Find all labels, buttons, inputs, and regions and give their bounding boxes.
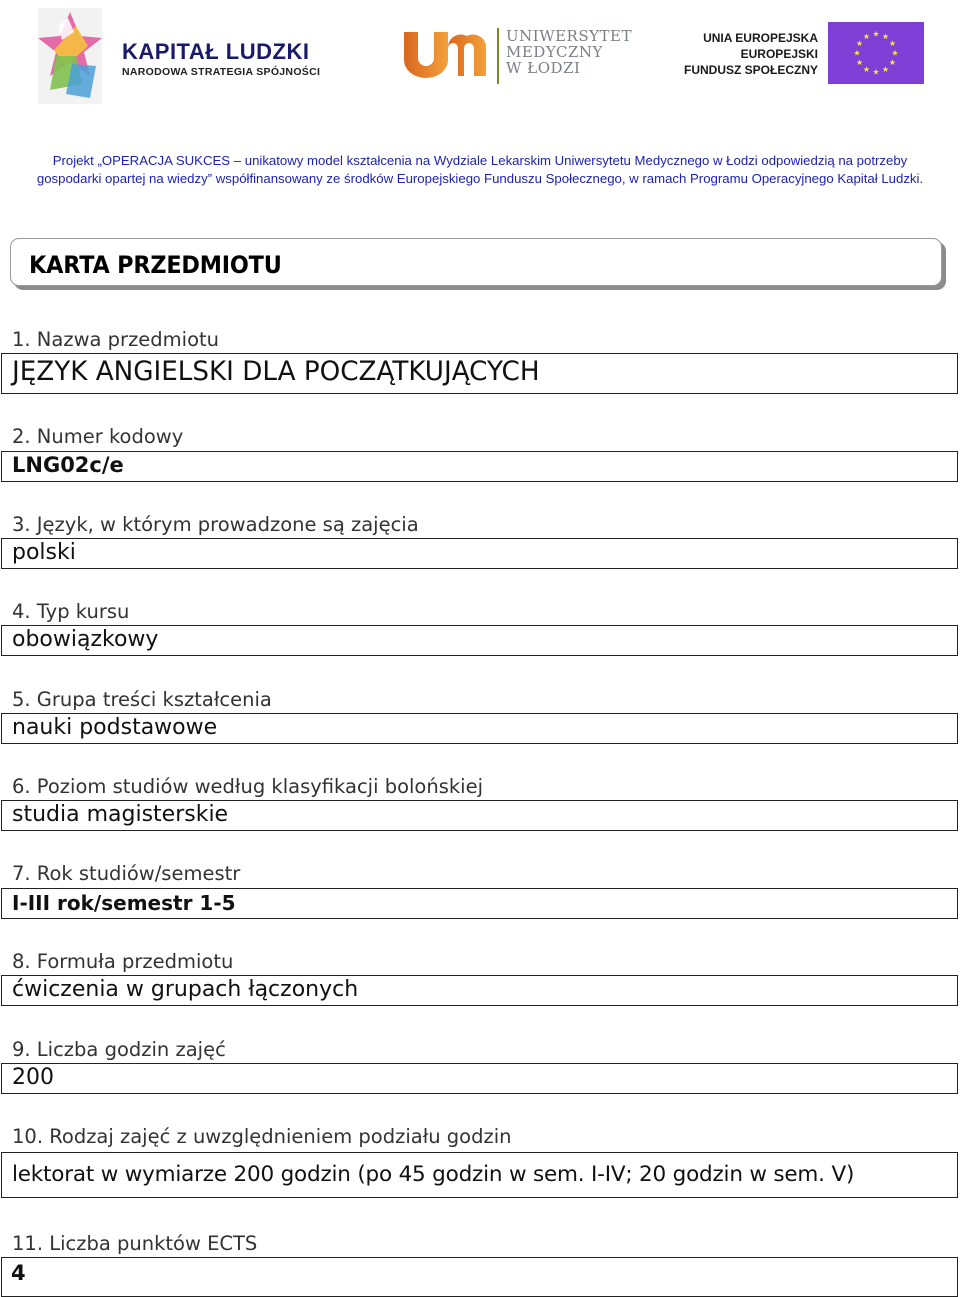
kapital-ludzki-wordmark — [122, 40, 320, 78]
field-value-study-level: studia magisterskie — [12, 802, 229, 827]
field-value-hours: 200 — [12, 1065, 54, 1090]
field-label-course-code: 2. Numer kodowy — [12, 425, 184, 448]
field-box-course-formula — [1, 975, 958, 1006]
field-value-course-type: obowiązkowy — [12, 627, 159, 652]
project-funding-note: Projekt „OPERACJA SUKCES – unikatowy model kształcenia na Wydziale Lekarskim Uniwersytetu Medycznego w Łodzi odpowiedzią na potrzeby gospodarki opartej na wiedzy” współfinansowany ze środków Europejskiego Funduszu Społecznego, w ramach Programu Operacyjnego Kapitał Ludzki. — [36, 153, 924, 186]
field-box-course-name — [1, 353, 958, 394]
title-card — [10, 238, 942, 286]
field-value-content-group: nauki podstawowe — [12, 715, 218, 740]
field-value-class-type: lektorat w wymiarze 200 godzin (po 45 godzin w sem. I-IV; 20 godzin w sem. V) — [12, 1162, 855, 1187]
university-name-line: UNIWERSYTET — [506, 27, 632, 45]
kapital-ludzki-logo-icon — [36, 6, 104, 106]
university-logo-divider — [497, 28, 499, 84]
field-box-language — [1, 538, 958, 569]
header-logos — [0, 0, 960, 112]
field-label-study-level: 6. Poziom studiów według klasyfikacji bolońskiej — [12, 775, 484, 798]
page-title: KARTA PRZEDMIOTU — [29, 251, 282, 279]
university-name — [506, 28, 632, 76]
field-value-course-formula: ćwiczenia w grupach łączonych — [12, 977, 359, 1002]
field-box-class-type — [1, 1152, 958, 1198]
field-box-course-code — [1, 451, 958, 482]
field-label-content-group: 5. Grupa treści kształcenia — [12, 688, 272, 711]
eu-fund-text — [684, 30, 818, 78]
field-label-year-semester: 7. Rok studiów/semestr — [12, 862, 241, 885]
field-box-ects — [1, 1257, 958, 1297]
eu-flag-icon — [828, 22, 924, 84]
eu-line: FUNDUSZ SPOŁECZNY — [684, 63, 819, 77]
field-box-course-type — [1, 625, 958, 656]
eu-line: UNIA EUROPEJSKA — [703, 31, 818, 45]
university-name-line: W ŁODZI — [506, 59, 581, 77]
field-box-year-semester — [1, 888, 958, 919]
field-value-ects: 4 — [11, 1261, 26, 1285]
university-name-line: MEDYCZNY — [506, 43, 603, 61]
field-label-course-formula: 8. Formuła przedmiotu — [12, 950, 234, 973]
field-label-course-name: 1. Nazwa przedmiotu — [12, 328, 220, 351]
field-value-course-code: LNG02c/e — [12, 453, 124, 477]
field-label-hours: 9. Liczba godzin zajęć — [12, 1038, 226, 1061]
field-box-content-group — [1, 713, 958, 744]
field-label-course-type: 4. Typ kursu — [12, 600, 130, 623]
field-value-course-name: JĘZYK ANGIELSKI DLA POCZĄTKUJĄCYCH — [12, 356, 540, 387]
field-label-class-type: 10. Rodzaj zajęć z uwzględnieniem podziału godzin — [12, 1125, 512, 1148]
eu-line: EUROPEJSKI — [740, 47, 818, 61]
field-value-language: polski — [12, 540, 76, 565]
field-label-language: 3. Język, w którym prowadzone są zajęcia — [12, 513, 419, 536]
field-box-study-level — [1, 800, 958, 831]
field-value-year-semester: I-III rok/semestr 1-5 — [12, 891, 236, 915]
kapital-subtitle: NARODOWA STRATEGIA SPÓJNOŚCI — [122, 66, 321, 78]
field-box-hours — [1, 1063, 958, 1094]
kapital-title: KAPITAŁ LUDZKI — [122, 39, 310, 64]
field-label-ects: 11. Liczba punktów ECTS — [12, 1232, 258, 1255]
university-logo-icon — [402, 30, 488, 78]
